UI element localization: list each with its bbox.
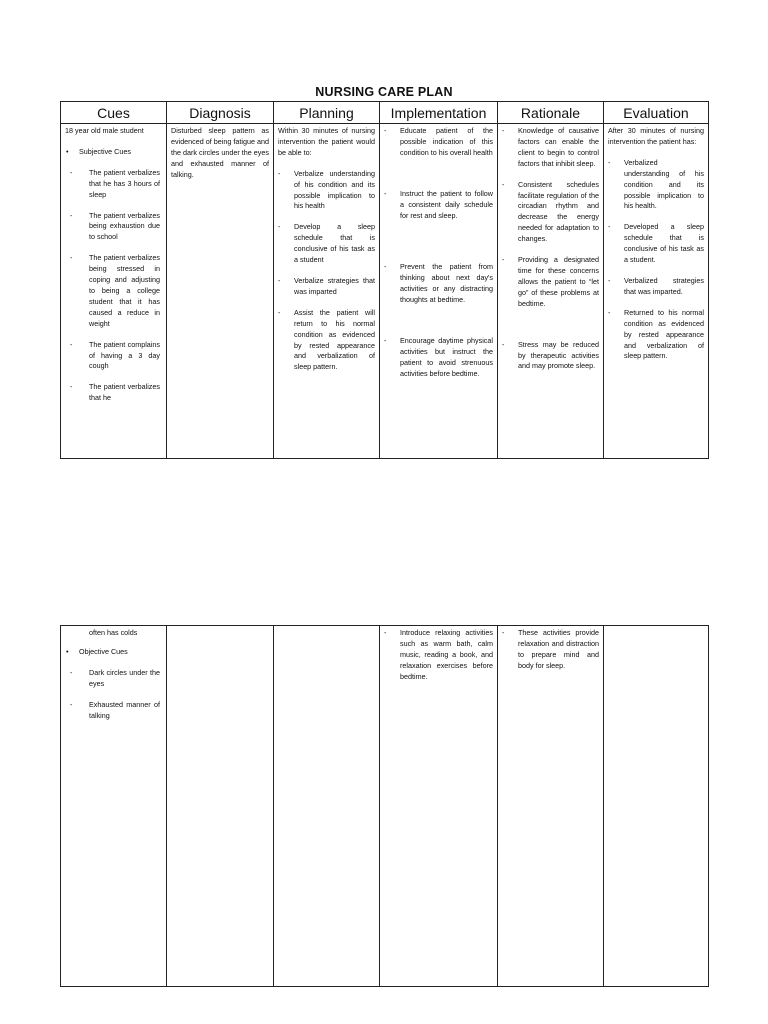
implementation-action: Prevent the patient from thinking about next day's activities or any distracting thoughts at bedtime. [400, 262, 493, 305]
list-item [502, 180, 599, 245]
header-evaluation: Evaluation [604, 102, 709, 124]
dash-marker: - [384, 628, 387, 637]
cue-text: The patient verbalizes being exhaustion due to school [89, 210, 160, 242]
list-item [384, 336, 493, 380]
evaluation-outcome: Verbalized strategies that was imparted. [624, 275, 704, 296]
list-item [384, 126, 493, 159]
dash-marker: - [502, 339, 505, 349]
dash-marker: - [70, 210, 73, 220]
list-item [65, 211, 162, 244]
rationale-cell [498, 626, 604, 987]
evaluation-outcome: Returned to his normal condition as evidenced by rested appearance and verbalization of sleep pattern. [624, 307, 704, 361]
list-item [65, 382, 162, 404]
evaluation-cell [604, 626, 709, 987]
cue-text: The patient verbalizes being stressed in coping and adjusting to being a college student that it has caused a reduce in weight [89, 253, 160, 328]
dash-marker: - [384, 262, 387, 272]
table-row [61, 124, 709, 459]
dash-marker: - [70, 253, 73, 263]
diagnosis-cell [167, 124, 274, 459]
table-header-row [61, 102, 709, 124]
list-item [608, 158, 704, 213]
dash-marker: - [70, 667, 73, 677]
list-item [384, 262, 493, 306]
implementation-action: Encourage daytime physical activities but instruct the patient to avoid strenuous activities before bedtime. [400, 336, 493, 378]
dash-marker: - [384, 336, 387, 346]
dash-marker: - [608, 222, 611, 232]
subjective-cues-heading [65, 147, 162, 158]
list-item [502, 126, 599, 170]
planning-goal: Develop a sleep schedule that is conclusive of his task as a student [294, 222, 375, 265]
dash-marker: - [608, 157, 611, 167]
list-item [502, 255, 599, 310]
cue-text: Dark circles under the eyes [89, 667, 160, 688]
rationale-text: Knowledge of causative factors can enable the client to begin to control factors that inhibit sleep. [518, 126, 599, 168]
objective-cues-heading [65, 647, 162, 658]
planning-cell [274, 124, 380, 459]
dash-marker: - [502, 126, 505, 135]
cue-text: The patient complains of having a 3 day cough [89, 339, 160, 371]
planning-goal: Assist the patient will return to his normal condition as evidenced by rested appearance and verbalization of sleep pattern. [294, 307, 375, 372]
list-item [65, 700, 162, 722]
planning-intro: Within 30 minutes of nursing intervention the patient would be able to: [278, 126, 375, 157]
dash-marker: - [502, 628, 505, 637]
bullet-marker: • [66, 146, 69, 156]
dash-marker: - [384, 188, 387, 198]
list-item [278, 308, 375, 373]
dash-marker: - [70, 382, 73, 392]
header-implementation: Implementation [380, 102, 498, 124]
list-item [384, 628, 493, 683]
implementation-action: Instruct the patient to follow a consistent daily schedule for rest and sleep. [400, 188, 493, 220]
dash-marker: - [278, 168, 281, 178]
implementation-action: Educate patient of the possible indication of this condition to his overall health [400, 126, 493, 157]
dash-marker: - [278, 222, 281, 232]
list-item [278, 169, 375, 213]
objective-cues-label: Objective Cues [79, 646, 128, 656]
list-item [608, 308, 704, 363]
list-item [65, 668, 162, 690]
dash-marker: - [278, 307, 281, 317]
list-item [278, 276, 375, 298]
header-cues: Cues [61, 102, 167, 124]
list-item [608, 222, 704, 266]
subjective-cues-label: Subjective Cues [79, 146, 131, 156]
care-plan-table [60, 101, 709, 459]
list-item [65, 253, 162, 329]
list-item [278, 222, 375, 266]
planning-cell [274, 626, 380, 987]
rationale-text: Consistent schedules facilitate regulation of the circadian rhythm and decrease the energy needed for adaptation to changes. [518, 179, 599, 244]
implementation-cell [380, 124, 498, 459]
planning-goal: Verbalize strategies that was imparted [294, 275, 375, 296]
dash-marker: - [502, 179, 505, 189]
list-item [502, 628, 599, 672]
cue-continuation: often has colds [89, 628, 138, 637]
rationale-text: These activities provide relaxation and distraction to prepare mind and body for sleep. [518, 628, 599, 670]
header-rationale: Rationale [498, 102, 604, 124]
dash-marker: - [70, 699, 73, 709]
cue-text: Exhausted manner of talking [89, 699, 160, 720]
evaluation-cell [604, 124, 709, 459]
list-item [65, 168, 162, 201]
header-planning: Planning [274, 102, 380, 124]
dash-marker: - [70, 339, 73, 349]
cue-text: The patient verbalizes that he [89, 382, 160, 403]
evaluation-outcome: Developed a sleep schedule that is conclusive of his task as a student. [624, 222, 704, 265]
diagnosis-cell [167, 626, 274, 987]
dash-marker: - [502, 255, 505, 265]
list-item [65, 340, 162, 373]
dash-marker: - [278, 275, 281, 285]
bullet-marker: • [66, 646, 69, 656]
cues-cell [61, 124, 167, 459]
header-diagnosis: Diagnosis [167, 102, 274, 124]
cues-cell [61, 626, 167, 987]
rationale-text: Stress may be reduced by therapeutic activities and may promote sleep. [518, 339, 599, 371]
implementation-action: Introduce relaxing activities such as warm bath, calm music, reading a book, and relaxation exercises before bedtime. [400, 628, 493, 681]
evaluation-outcome: Verbalized understanding of his condition and its possible implication to his health. [624, 157, 704, 211]
patient-description: 18 year old male student [65, 126, 144, 135]
planning-goal: Verbalize understanding of his condition and its possible implication to his health [294, 168, 375, 211]
dash-marker: - [608, 307, 611, 317]
care-plan-table-continued [60, 625, 709, 987]
list-item [608, 276, 704, 298]
diagnosis-text: Disturbed sleep pattern as evidenced of being fatigue and the dark circles under the eyes and exhausted manner of talking. [171, 126, 269, 179]
dash-marker: - [70, 167, 73, 177]
list-item [384, 189, 493, 222]
cue-text: The patient verbalizes that he has 3 hours of sleep [89, 167, 160, 199]
list-item [502, 340, 599, 373]
dash-marker: - [608, 275, 611, 285]
implementation-cell [380, 626, 498, 987]
table-row [61, 626, 709, 987]
page-title: NURSING CARE PLAN [315, 85, 453, 99]
rationale-cell [498, 124, 604, 459]
dash-marker: - [384, 126, 387, 135]
rationale-text: Providing a designated time for these concerns allows the patient to “let go” of these problems at bedtime. [518, 255, 599, 308]
evaluation-intro: After 30 minutes of nursing intervention the patient has: [608, 126, 704, 146]
